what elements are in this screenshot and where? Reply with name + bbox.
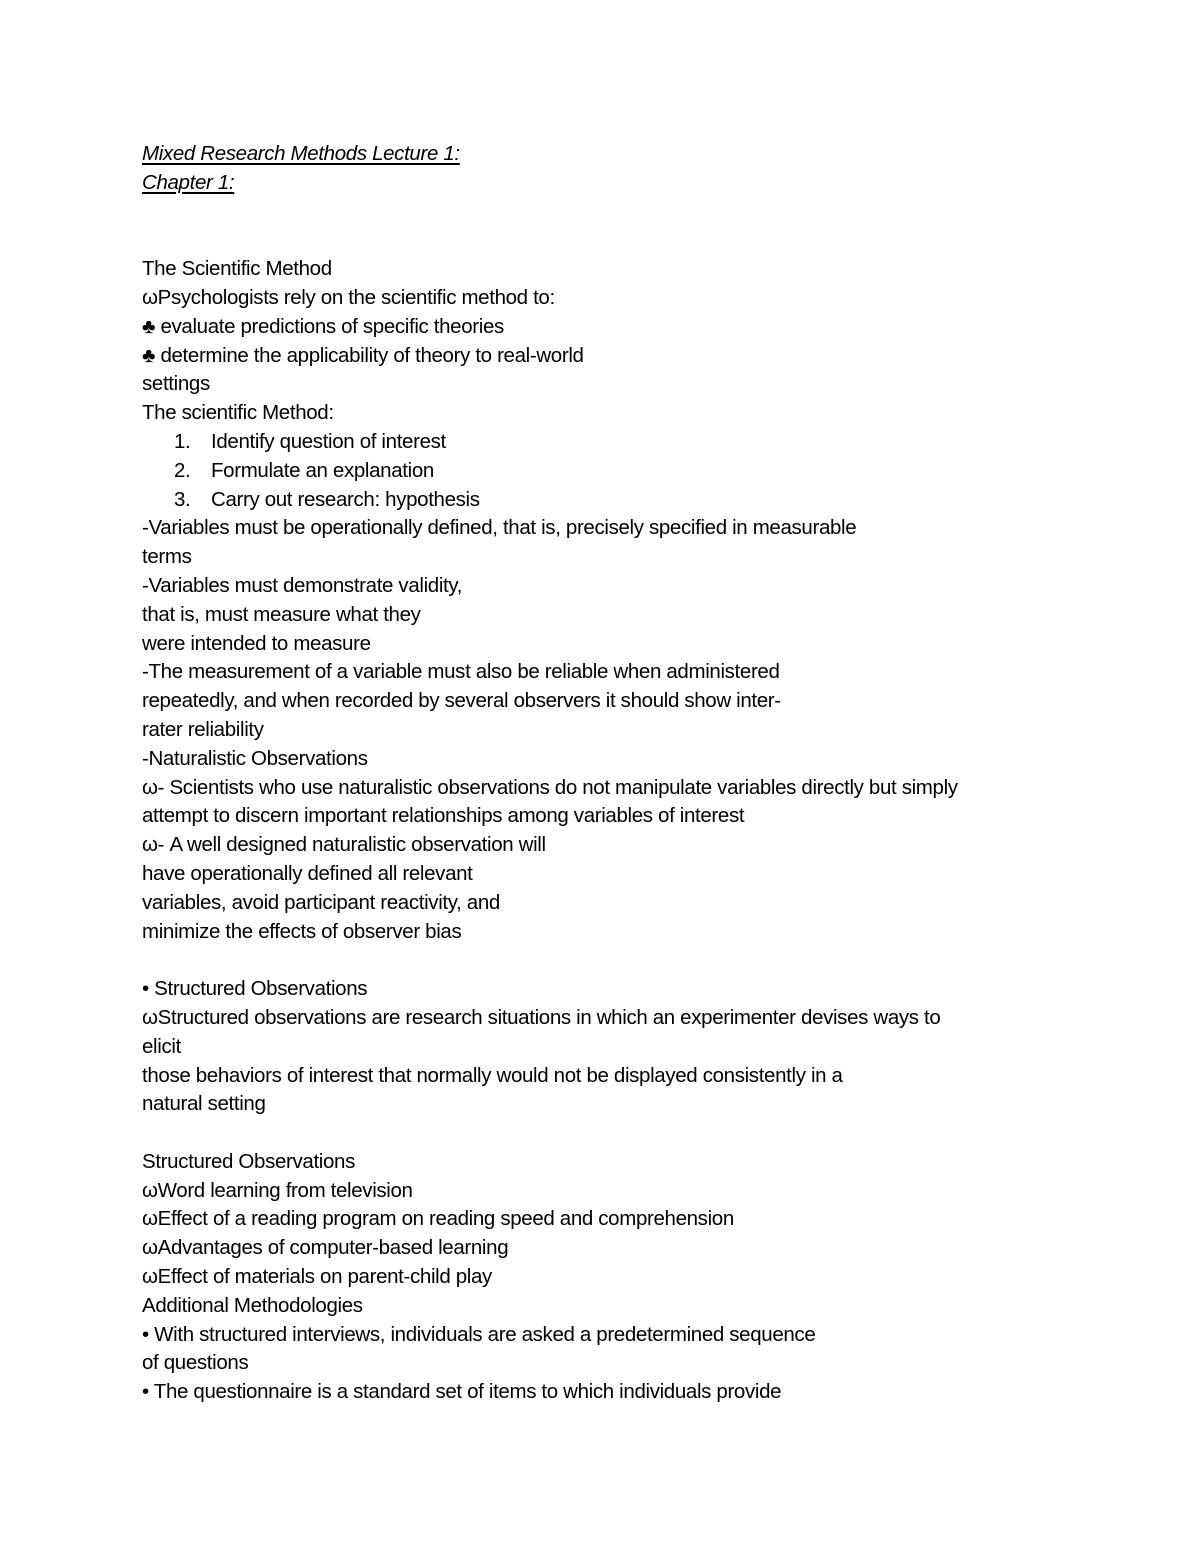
numbered-item (142, 457, 1102, 486)
section-heading-additional-methodologies: Additional Methodologies (142, 1293, 363, 1317)
text-line: were intended to measure (142, 631, 371, 655)
section-heading-structured-observations: • Structured Observations (142, 977, 368, 1001)
item-text: Identify question of interest (211, 429, 446, 453)
lecture-title: Mixed Research Methods Lecture 1: (142, 142, 460, 165)
text-line: -Variables must demonstrate validity, (142, 573, 463, 597)
blank-line (142, 946, 1102, 975)
text-line: of questions (142, 1351, 249, 1375)
text-line: that is, must measure what they (142, 602, 421, 626)
item-number: 1. (174, 429, 191, 453)
item-text: Carry out research: hypothesis (211, 487, 480, 511)
text-line: repeatedly, and when recorded by several observers it should show inter- (142, 689, 781, 713)
chapter-title: Chapter 1: (142, 170, 235, 194)
blank-line (142, 226, 1102, 255)
text-line: The scientific Method: (142, 401, 334, 425)
text-line: ωPsychologists rely on the scientific method to: (142, 285, 555, 309)
text-line: rater reliability (142, 717, 264, 741)
text-line: ω- A well designed naturalistic observation will (142, 833, 546, 857)
text-line: those behaviors of interest that normally would not be displayed consistently in a (142, 1063, 843, 1087)
item-text: Formulate an explanation (211, 458, 434, 482)
document-body (142, 140, 1102, 1407)
blank-line (142, 198, 1102, 227)
text-line: ωEffect of a reading program on reading speed and comprehension (142, 1207, 734, 1231)
text-line: -The measurement of a variable must also be reliable when administered (142, 660, 780, 684)
text-line: elicit (142, 1034, 181, 1058)
text-line: ω- Scientists who use naturalistic observations do not manipulate variables directly but simply (142, 775, 958, 799)
item-number: 3. (174, 487, 191, 511)
numbered-item (142, 428, 1102, 457)
text-line: ωStructured observations are research situations in which an experimenter devises ways to (142, 1005, 941, 1029)
section-heading-structured-observations-examples: Structured Observations (142, 1149, 355, 1173)
text-line: ωWord learning from television (142, 1178, 413, 1202)
text-line: -Naturalistic Observations (142, 746, 368, 770)
item-number: 2. (174, 458, 191, 482)
numbered-item (142, 486, 1102, 515)
bullet-line: • The questionnaire is a standard set of items to which individuals provide (142, 1380, 782, 1404)
text-line: ωAdvantages of computer-based learning (142, 1236, 509, 1260)
blank-line (142, 1119, 1102, 1148)
bullet-line: ♣ determine the applicability of theory to real-world (142, 343, 584, 367)
text-line: minimize the effects of observer bias (142, 919, 462, 943)
text-line: settings (142, 372, 210, 396)
text-line: ωEffect of materials on parent-child play (142, 1265, 492, 1289)
text-line: -Variables must be operationally defined, that is, precisely specified in measurable (142, 516, 857, 540)
text-line: variables, avoid participant reactivity, and (142, 890, 500, 914)
section-heading-scientific-method: The Scientific Method (142, 257, 332, 281)
bullet-line: • With structured interviews, individuals are asked a predetermined sequence (142, 1322, 816, 1346)
text-line: attempt to discern important relationships among variables of interest (142, 804, 745, 828)
bullet-line: ♣ evaluate predictions of specific theories (142, 314, 504, 338)
text-line: natural setting (142, 1092, 266, 1116)
text-line: have operationally defined all relevant (142, 861, 473, 885)
text-line: terms (142, 545, 192, 569)
